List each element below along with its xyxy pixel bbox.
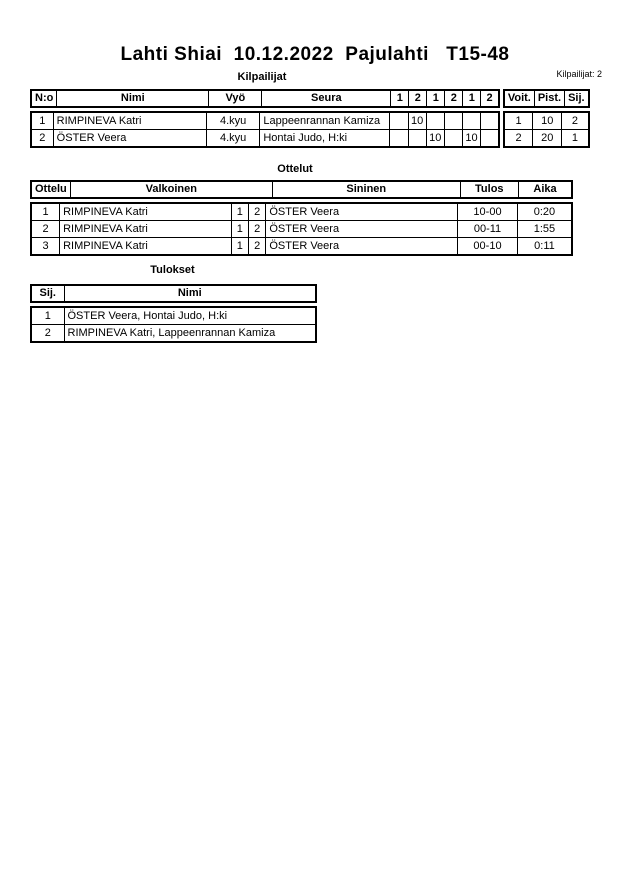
cell-blue-name: ÖSTER Veera (266, 203, 458, 221)
match-row (31, 203, 572, 221)
cell-score (408, 130, 426, 148)
cell-white-name: RIMPINEVA Katri (60, 221, 232, 238)
cell-name: RIMPINEVA Katri, Lappeenrannan Kamiza (64, 325, 316, 343)
cell-white-name: RIMPINEVA Katri (60, 238, 232, 256)
cell-score (481, 112, 499, 130)
col-header-score-2: 2 (409, 90, 427, 107)
cell-score (481, 130, 499, 148)
competitors-main (30, 89, 500, 148)
cell-match-no: 2 (31, 221, 60, 238)
cell-time: 1:55 (517, 221, 572, 238)
competitor-row (31, 112, 499, 130)
section-title-matches: Ottelut (277, 163, 313, 175)
col-header-match: Ottelu (31, 181, 70, 198)
col-header-result: Tulos (460, 181, 518, 198)
cell-name: RIMPINEVA Katri (53, 112, 206, 130)
competitors-body-table (30, 111, 500, 148)
cell-club: Lappeenrannan Kamiza (260, 112, 390, 130)
col-header-white: Valkoinen (70, 181, 272, 198)
col-header-place: Sij. (31, 285, 64, 302)
col-header-no: N:o (31, 90, 57, 107)
summary-row (504, 112, 589, 130)
matches-section (30, 180, 573, 256)
cell-score: 10 (426, 130, 444, 148)
cell-place: 1 (562, 130, 589, 148)
col-header-score-6: 2 (481, 90, 499, 107)
cell-flag-1: 1 (231, 203, 248, 221)
cell-match-no: 3 (31, 238, 60, 256)
results-header-table (30, 284, 317, 303)
page-title: Lahti Shiai 10.12.2022 Pajulahti T15-48 (120, 44, 510, 65)
col-header-club: Seura (262, 90, 391, 107)
matches-main (30, 180, 573, 256)
cell-points: 10 (533, 112, 562, 130)
cell-place: 1 (31, 307, 64, 325)
cell-flag-2: 2 (249, 203, 266, 221)
cell-score (444, 130, 462, 148)
col-header-score-1: 1 (391, 90, 409, 107)
cell-time: 0:20 (517, 203, 572, 221)
col-header-score-5: 1 (463, 90, 481, 107)
matches-header-table (30, 180, 573, 199)
cell-score: 10 (462, 130, 480, 148)
cell-match-no: 1 (31, 203, 60, 221)
competitor-row (31, 130, 499, 148)
section-title-results: Tulokset (150, 264, 195, 276)
competitors-summary (503, 89, 590, 148)
competitors-section (30, 89, 590, 148)
cell-flag-2: 2 (249, 221, 266, 238)
results-main (30, 284, 317, 343)
col-header-name: Nimi (57, 90, 209, 107)
cell-name: ÖSTER Veera, Hontai Judo, H:ki (64, 307, 316, 325)
cell-score (390, 112, 408, 130)
col-header-points: Pist. (534, 90, 564, 107)
cell-score: 10 (408, 112, 426, 130)
cell-club: Hontai Judo, H:ki (260, 130, 390, 148)
col-header-time: Aika (518, 181, 572, 198)
result-row (31, 325, 316, 343)
competitors-header-table (30, 89, 500, 108)
cell-score (462, 112, 480, 130)
cell-score (390, 130, 408, 148)
results-section (30, 284, 317, 343)
cell-points: 20 (533, 130, 562, 148)
cell-belt: 4.kyu (206, 130, 259, 148)
col-header-score-3: 1 (427, 90, 445, 107)
cell-white-name: RIMPINEVA Katri (60, 203, 232, 221)
cell-wins: 1 (504, 112, 533, 130)
cell-place: 2 (562, 112, 589, 130)
cell-result: 00-10 (458, 238, 517, 256)
section-title-competitors: Kilpailijat (237, 71, 287, 83)
cell-no: 2 (31, 130, 53, 148)
col-header-place: Sij. (565, 90, 589, 107)
col-header-name: Nimi (64, 285, 316, 302)
cell-name: ÖSTER Veera (53, 130, 206, 148)
match-row (31, 238, 572, 256)
cell-time: 0:11 (517, 238, 572, 256)
cell-flag-2: 2 (249, 238, 266, 256)
cell-result: 10-00 (458, 203, 517, 221)
cell-wins: 2 (504, 130, 533, 148)
cell-score (426, 112, 444, 130)
results-body-table (30, 306, 317, 343)
col-header-wins: Voit. (504, 90, 535, 107)
col-header-belt: Vyö (209, 90, 262, 107)
col-header-blue: Sininen (272, 181, 460, 198)
col-header-score-4: 2 (445, 90, 463, 107)
cell-blue-name: ÖSTER Veera (266, 238, 458, 256)
cell-flag-1: 1 (231, 238, 248, 256)
matches-body-table (30, 202, 573, 256)
summary-body-table (503, 111, 590, 148)
cell-score (444, 112, 462, 130)
summary-header-table (503, 89, 590, 108)
summary-row (504, 130, 589, 148)
cell-result: 00-11 (458, 221, 517, 238)
cell-place: 2 (31, 325, 64, 343)
competitors-count-label: Kilpailijat: 2 (556, 69, 602, 79)
cell-blue-name: ÖSTER Veera (266, 221, 458, 238)
cell-belt: 4.kyu (206, 112, 259, 130)
cell-flag-1: 1 (231, 221, 248, 238)
cell-no: 1 (31, 112, 53, 130)
match-row (31, 221, 572, 238)
result-row (31, 307, 316, 325)
